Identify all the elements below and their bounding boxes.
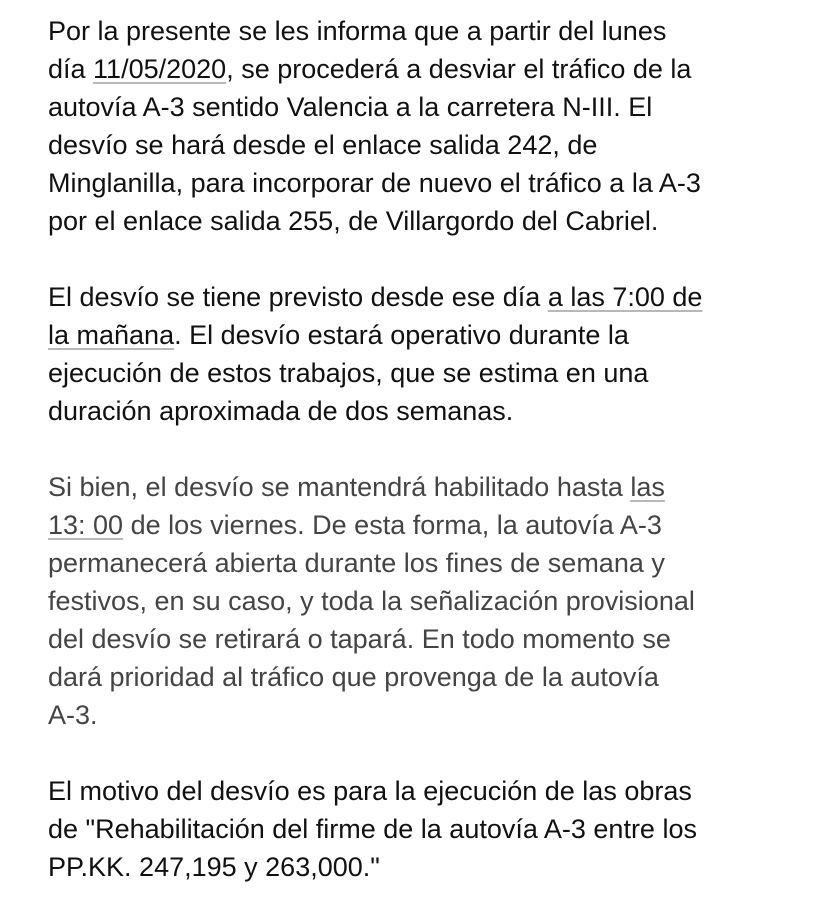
notice-document	[48, 12, 818, 924]
paragraph-detour-start	[48, 12, 818, 240]
date-link[interactable]: 11/05/2020	[93, 54, 227, 84]
paragraph-detour-reason	[48, 772, 818, 886]
paragraph-4-text: El motivo del desvío es para la ejecución de las obras de "Rehabilitación del firme de la autovía A-3 entre los PP.KK. 247,195 y 263,000."	[48, 776, 697, 882]
paragraph-detour-weekends	[48, 468, 818, 734]
paragraph-1-body-text: , se procederá a desviar el tráfico de la autovía A-3 sentido Valencia a la carretera N-III. El desvío se hará desde el enlace salida 242, de Minglanilla, para incorporar de nuevo el tráfico a la A-3 por el enlace salida 255, de Villargordo del Cabriel.	[48, 54, 701, 236]
paragraph-2-lead-text: El desvío se tiene previsto desde ese día	[48, 282, 548, 312]
paragraph-2-body-text: . El desvío estará operativo durante la ejecución de estos trabajos, que se estima en una duración aproximada de dos semanas.	[48, 320, 649, 426]
time-link-morning[interactable]: a las 7:00 de la mañana	[48, 282, 703, 350]
paragraph-3-body-text: de los viernes. De esta forma, la autovía A-3 permanecerá abierta durante los fines de semana y festivos, en su caso, y toda la señalización provisional del desvío se retirará o tapará. En todo momento se dará prioridad al tráfico que provenga de la autovía A-3.	[48, 510, 695, 730]
paragraph-1-lead-text: Por la presente se les informa que a partir del lunes día	[48, 16, 667, 84]
time-link-friday[interactable]: las 13: 00	[48, 472, 665, 540]
paragraph-detour-schedule	[48, 278, 818, 430]
paragraph-3-lead-text: Si bien, el desvío se mantendrá habilitado hasta	[48, 472, 631, 502]
